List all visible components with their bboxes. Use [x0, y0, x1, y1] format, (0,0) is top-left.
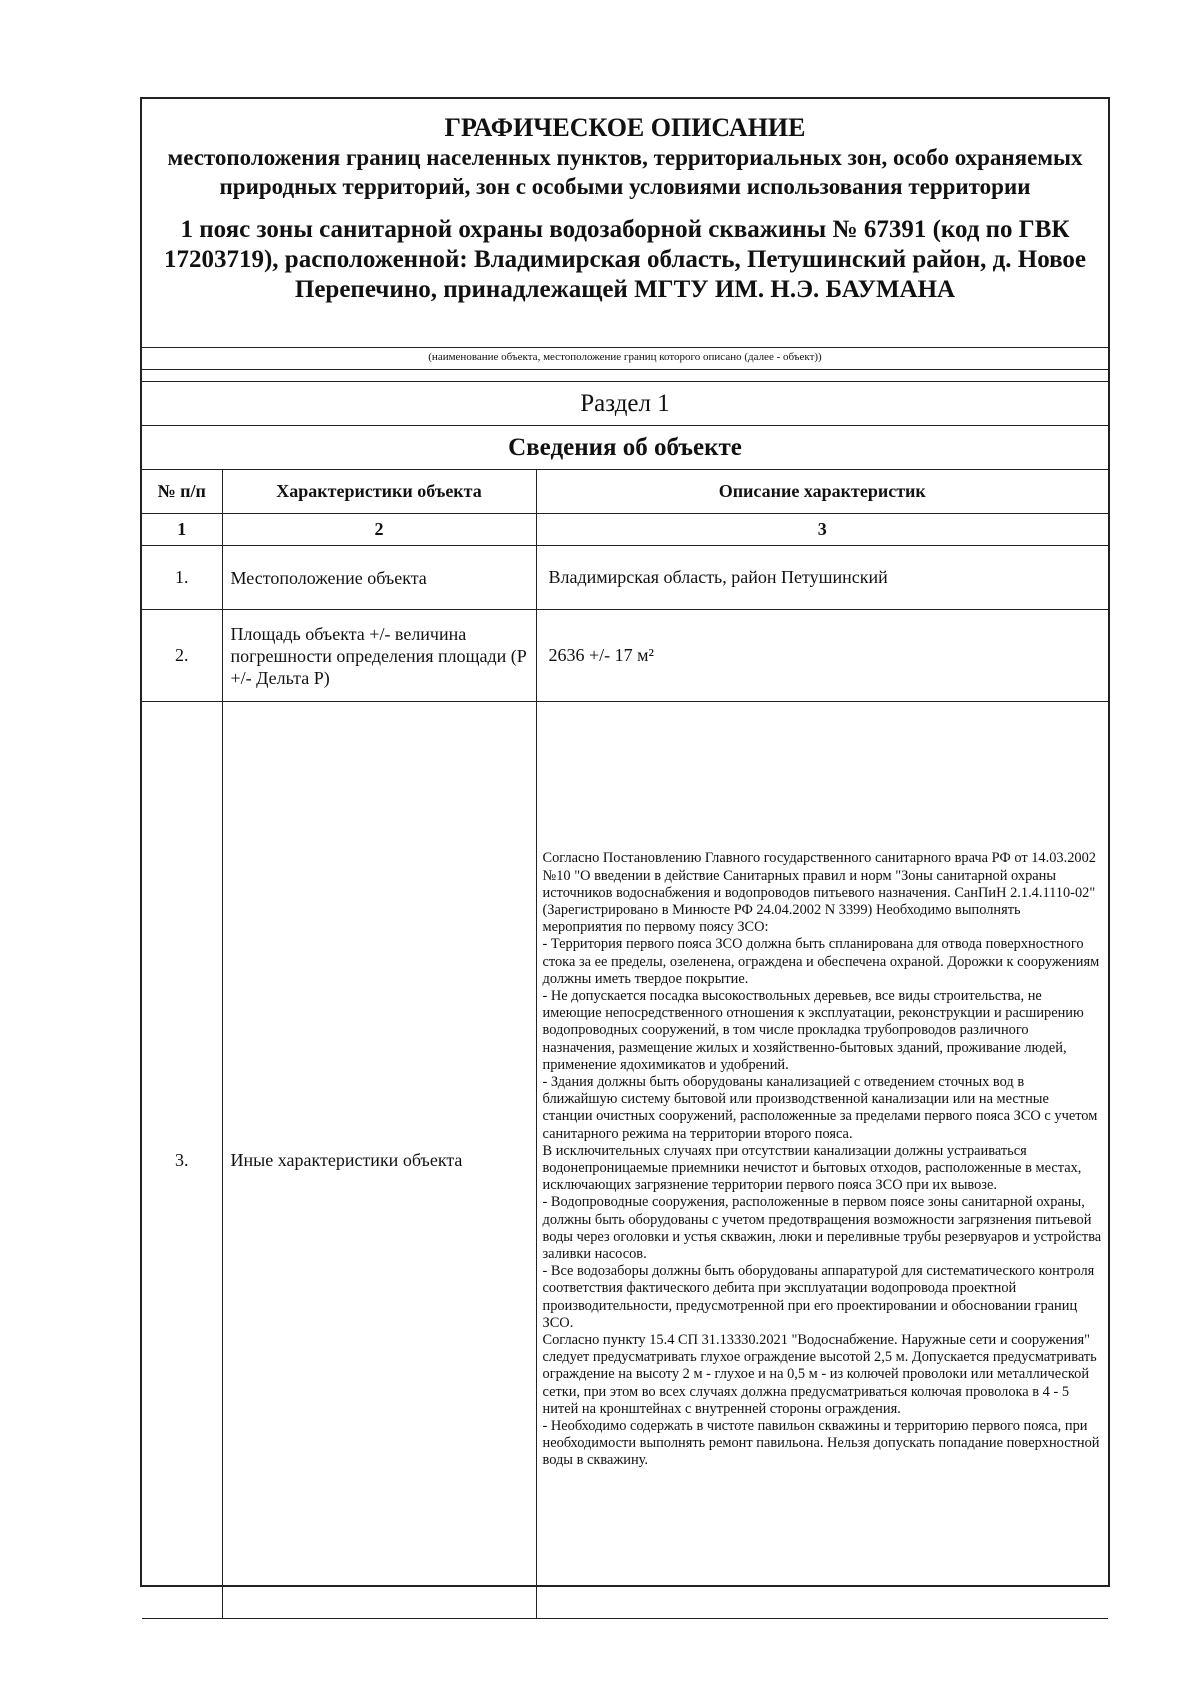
table-row [142, 702, 1108, 1619]
document-subtitle: местоположения границ населенных пунктов, территориальных зон, особо охраняемых природных территорий, зон с особыми условиями использования территории [167, 145, 1083, 199]
row-number: 1. [142, 546, 222, 610]
column-number: 2 [222, 514, 536, 546]
object-caption: (наименование объекта, местоположение границ которого описано (далее - объект)) [142, 348, 1108, 370]
object-name: 1 пояс зоны санитарной охраны водозаборной скважины № 67391 (код по ГВК 17203719), расположенной: Владимирская область, Петушинский район, д. Новое Перепечино, принадлежащей МГТУ ИМ. Н.Э. БАУМАНА [163, 216, 1087, 303]
column-number: 1 [142, 514, 222, 546]
document-frame [140, 97, 1110, 1587]
section-title: Раздел 1 [142, 382, 1108, 426]
row-characteristic: Площадь объекта +/- величина погрешности определения площади (Р +/- Дельта Р) [222, 610, 536, 702]
table-row [142, 546, 1108, 610]
row-description: 2636 +/- 17 м² [536, 610, 1108, 702]
section-subtitle: Сведения об объекте [142, 426, 1108, 470]
row-characteristic: Иные характеристики объекта [222, 702, 536, 1619]
column-number: 3 [536, 514, 1108, 546]
document-title: ГРАФИЧЕСКОЕ ОПИСАНИЕ [444, 113, 806, 142]
row-number: 2. [142, 610, 222, 702]
document-header [142, 113, 1108, 348]
header-characteristic: Характеристики объекта [222, 470, 536, 514]
table-row [142, 610, 1108, 702]
object-info-table [142, 469, 1108, 1619]
table-header-row [142, 470, 1108, 514]
spacer-row [142, 370, 1108, 382]
row-description: Согласно Постановлению Главного государственного санитарного врача РФ от 14.03.2002 №10 "О введении в действие Санитарных правил и норм "Зоны санитарной охраны источников водоснабжения и водопроводов питьевого назначения. СанПиН 2.1.4.1110-02" (Зарегистрировано в Минюсте РФ 24.04.2002 N 3399) Необходимо выполнять мероприятия по первому поясу ЗСО: - Территория первого пояса ЗСО должна быть спланирована для отвода поверхностного стока за ее пределы, озеленена, ограждена и обеспечена охраной. Дорожки к сооружениям должны иметь твердое покрытие. - Не допускается посадка высокоствольных деревьев, все виды строительства, не имеющие непосредственного отношения к эксплуатации, реконструкции и расширению водопроводных сооружений, в том числе прокладка трубопроводов различного назначения, размещение жилых и хозяйственно-бытовых зданий, проживание людей, применение ядохимикатов и удобрений. - Здания должны быть оборудованы канализацией с отведением сточных вод в ближайшую систему бытовой или производственной канализации или на местные станции очистных сооружений, расположенные за пределами первого пояса ЗСО с учетом санитарного режима на территории второго пояса. В исключительных случаях при отсутствии канализации должны устраиваться водонепроницаемые приемники нечистот и бытовых отходов, расположенные в местах, исключающих загрязнение территории первого пояса ЗСО при их вывозе. - Водопроводные сооружения, расположенные в первом поясе зоны санитарной охраны, должны быть оборудованы с учетом предотвращения возможности загрязнения питьевой воды через оголовки и устья скважин, люки и переливные трубы резервуаров и устройства заливки насосов. - Все водозаборы должны быть оборудованы аппаратурой для систематического контроля соответствия фактического дебита при эксплуатации водопровода проектной производительности, предусмотренной при его проектировании и обосновании границ ЗСО. Согласно пункту 15.4 СП 31.13330.2021 "Водоснабжение. Наружные сети и сооружения" следует предусматривать глухое ограждение высотой 2,5 м. Допускается предусматривать ограждение на высоту 2 м - глухое и на 0,5 м - из колючей проволоки или металлической сетки, при этом во всех случаях должна предусматриваться колючая проволока в 4 - 5 нитей на кронштейнах с внутренней стороны ограждения. - Необходимо содержать в чистоте павильон скважины и территорию первого пояса, при необходимости выполнять ремонт павильона. Нельзя допускать попадание поверхностной воды в скважину. [536, 702, 1108, 1619]
header-num: № п/п [142, 470, 222, 514]
row-characteristic: Местоположение объекта [222, 546, 536, 610]
header-description: Описание характеристик [536, 470, 1108, 514]
row-number: 3. [142, 702, 222, 1619]
column-number-row [142, 514, 1108, 546]
row-description: Владимирская область, район Петушинский [536, 546, 1108, 610]
